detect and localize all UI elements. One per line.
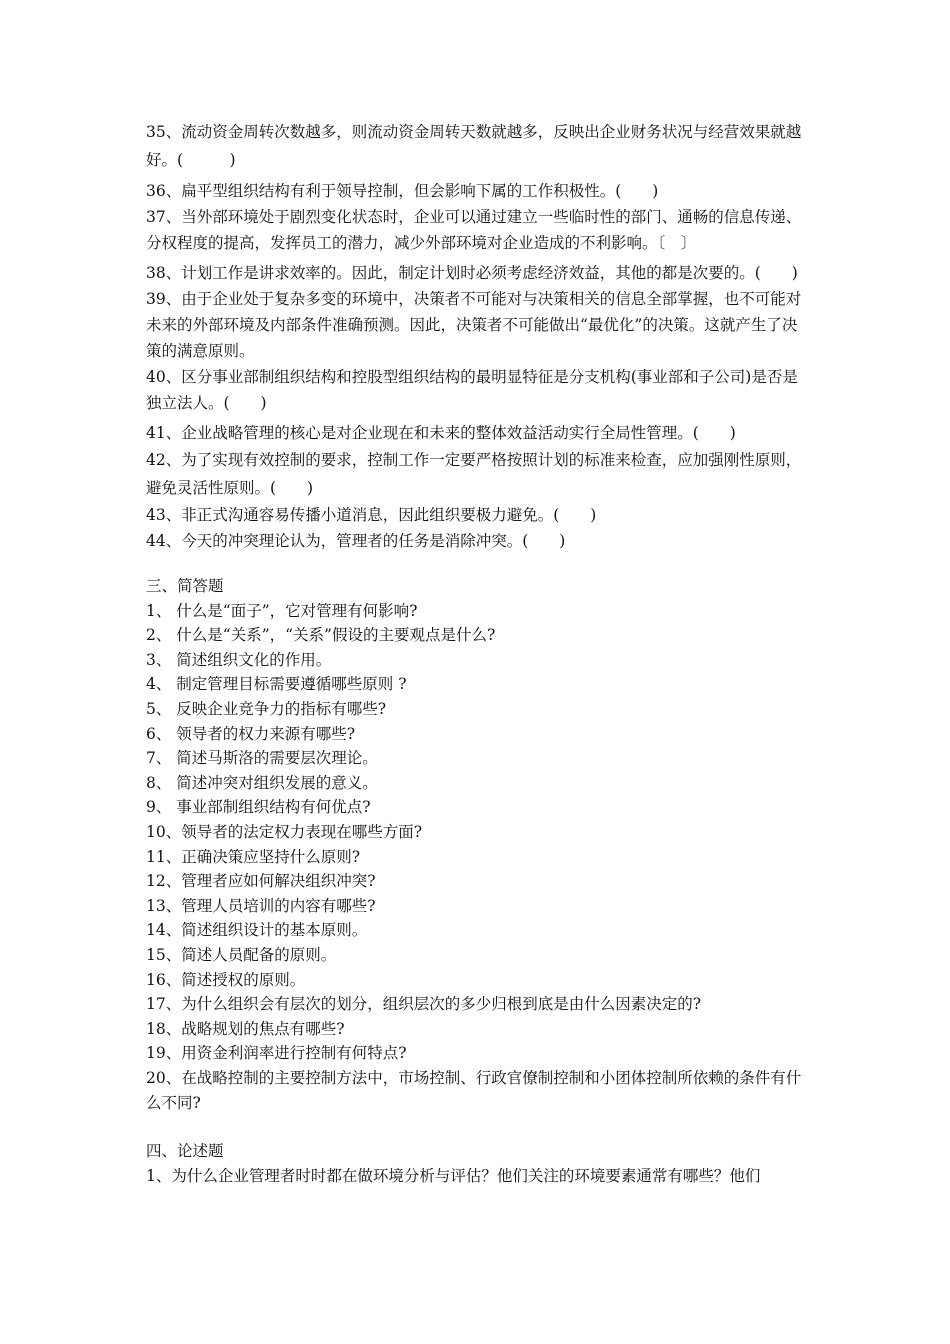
short-answer-9: 9、 事业部制组织结构有何优点? — [146, 798, 371, 817]
short-answer-13: 13、管理人员培训的内容有哪些? — [146, 896, 376, 915]
short-answer-5: 5、 反映企业竞争力的指标有哪些? — [146, 700, 387, 719]
short-answer-12: 12、管理者应如何解决组织冲突? — [146, 872, 376, 891]
question-43: 43、非正式沟通容易传播小道消息，因此组织要极力避免。( ) — [146, 506, 597, 524]
true-false-section — [146, 118, 810, 554]
short-answer-18: 18、战略规划的焦点有哪些? — [146, 1019, 345, 1038]
short-answer-4: 4、 制定管理目标需要遵循哪些原则 ? — [146, 675, 407, 694]
question-42: 42、为了实现有效控制的要求，控制工作一定要严格按照计划的标准来检查，应加强刚性原则，避免灵活性原则。( ) — [146, 451, 802, 497]
short-answer-11: 11、正确决策应坚持什么原则? — [146, 847, 361, 866]
short-answer-1: 1、 什么是“面子”，它对管理有何影响? — [146, 601, 418, 620]
short-answer-19: 19、用资金利润率进行控制有何特点? — [146, 1044, 407, 1063]
short-answer-16: 16、简述授权的原则。 — [146, 970, 306, 989]
section-title-essay: 四、论述题 — [146, 1142, 224, 1161]
question-41: 41、企业战略管理的核心是对企业现在和未来的整体效益活动实行全局性管理。( ) — [146, 424, 736, 442]
short-answer-10: 10、领导者的法定权力表现在哪些方面? — [146, 823, 423, 842]
section-title-short-answer: 三、简答题 — [146, 577, 224, 595]
question-39: 39、由于企业处于复杂多变的环境中，决策者不可能对与决策相关的信息全部掌握，也不可能对未来的外部环境及内部条件准确预测。因此，决策者不可能做出“最优化”的决策。这就产生了决策的满意原则。 — [146, 290, 802, 360]
short-answer-3: 3、 简述组织文化的作用。 — [146, 650, 332, 669]
question-36: 36、扁平型组织结构有利于领导控制，但会影响下属的工作积极性。( ) — [146, 182, 659, 200]
short-answer-7: 7、 简述马斯洛的需要层次理论。 — [146, 749, 378, 768]
essay-section — [146, 1139, 810, 1188]
short-answer-8: 8、 简述冲突对组织发展的意义。 — [146, 773, 378, 792]
short-answer-17: 17、为什么组织会有层次的划分，组织层次的多少归根到底是由什么因素决定的? — [146, 995, 702, 1014]
short-answer-15: 15、简述人员配备的原则。 — [146, 946, 337, 965]
short-answer-14: 14、简述组织设计的基本原则。 — [146, 921, 368, 940]
short-answer-20: 20、在战略控制的主要控制方法中，市场控制、行政官僚制控制和小团体控制所依赖的条件有什么不同? — [146, 1068, 802, 1112]
essay-question-1: 1、为什么企业管理者时时都在做环境分析与评估？他们关注的环境要素通常有哪些？他们 — [146, 1166, 761, 1185]
document-content — [146, 118, 810, 1188]
question-35: 35、流动资金周转次数越多，则流动资金周转天数就越多，反映出企业财务状况与经营效果就越好。( ) — [146, 123, 802, 169]
question-44: 44、今天的冲突理论认为，管理者的任务是消除冲突。( ) — [146, 532, 566, 550]
short-answer-2: 2、 什么是“关系”，“关系”假设的主要观点是什么? — [146, 626, 496, 645]
short-answer-6: 6、 领导者的权力来源有哪些? — [146, 724, 356, 743]
question-37: 37、当外部环境处于剧烈变化状态时，企业可以通过建立一些临时性的部门、通畅的信息传递、分权程度的提高，发挥员工的潜力，减少外部环境对企业造成的不利影响。〔 〕 — [146, 208, 802, 252]
short-answer-section — [146, 574, 810, 1115]
question-40: 40、区分事业部制组织结构和控股型组织结构的最明显特征是分支机构(事业部和子公司)是否是独立法人。( ) — [146, 368, 798, 412]
question-38: 38、计划工作是讲求效率的。因此，制定计划时必须考虑经济效益，其他的都是次要的。( ) — [146, 264, 798, 282]
